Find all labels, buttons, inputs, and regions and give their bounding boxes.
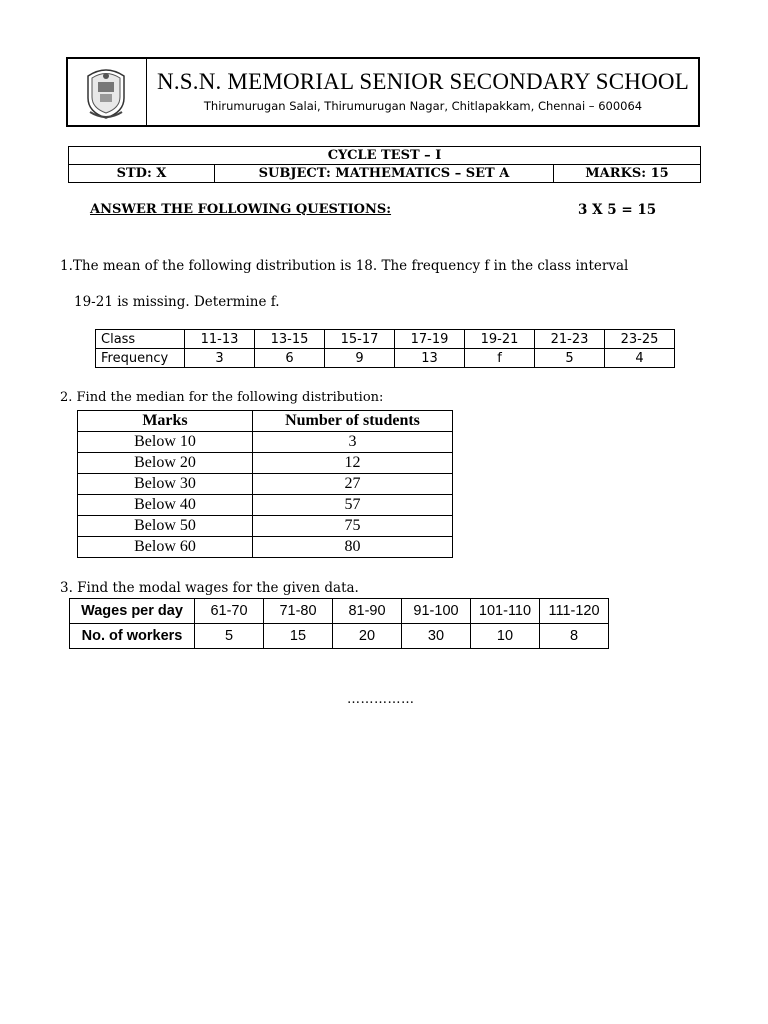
table-cell: 5 bbox=[195, 624, 264, 649]
table-cell: Below 20 bbox=[78, 453, 253, 474]
table-cell: Below 40 bbox=[78, 495, 253, 516]
table-row bbox=[78, 453, 453, 474]
table-cell: 80 bbox=[253, 537, 453, 558]
table-cell: Frequency bbox=[96, 349, 185, 368]
table-row bbox=[78, 432, 453, 453]
table-cell: 4 bbox=[605, 349, 675, 368]
table-cell: Below 30 bbox=[78, 474, 253, 495]
school-emblem-icon bbox=[82, 62, 130, 122]
end-of-paper-dots: …………… bbox=[347, 692, 415, 707]
table-row bbox=[70, 624, 609, 649]
table-cell: 81-90 bbox=[333, 599, 402, 624]
table-row bbox=[78, 495, 453, 516]
table-cell: 91-100 bbox=[402, 599, 471, 624]
marks-cell: MARKS: 15 bbox=[554, 165, 701, 183]
table-cell: 20 bbox=[333, 624, 402, 649]
table-cell: 17-19 bbox=[395, 330, 465, 349]
test-title: CYCLE TEST – I bbox=[69, 147, 701, 165]
subject-cell: SUBJECT: MATHEMATICS – SET A bbox=[215, 165, 554, 183]
table-cell: Wages per day bbox=[70, 599, 195, 624]
table-cell: 57 bbox=[253, 495, 453, 516]
table-cell: 111-120 bbox=[540, 599, 609, 624]
table-cell: 3 bbox=[253, 432, 453, 453]
table-cell: 19-21 bbox=[465, 330, 535, 349]
table-row bbox=[78, 474, 453, 495]
table-cell: Below 60 bbox=[78, 537, 253, 558]
table-cell: f bbox=[465, 349, 535, 368]
table-cell: 11-13 bbox=[185, 330, 255, 349]
question-3-text: 3. Find the modal wages for the given data. bbox=[60, 580, 359, 596]
table-cell: No. of workers bbox=[70, 624, 195, 649]
table-row bbox=[78, 516, 453, 537]
table-row bbox=[96, 349, 675, 368]
question-1-line-2: 19-21 is missing. Determine f. bbox=[74, 294, 280, 310]
q1-frequency-table bbox=[95, 329, 675, 368]
standard-cell: STD: X bbox=[69, 165, 215, 183]
q2-marks-table bbox=[77, 410, 453, 558]
table-cell: 21-23 bbox=[535, 330, 605, 349]
table-cell: 30 bbox=[402, 624, 471, 649]
school-header bbox=[66, 57, 700, 127]
table-cell: 61-70 bbox=[195, 599, 264, 624]
table-cell: 13 bbox=[395, 349, 465, 368]
table-cell: 27 bbox=[253, 474, 453, 495]
table-cell: 101-110 bbox=[471, 599, 540, 624]
instructions-heading: ANSWER THE FOLLOWING QUESTIONS: bbox=[90, 202, 392, 217]
table-row bbox=[96, 330, 675, 349]
table-cell: 75 bbox=[253, 516, 453, 537]
table-cell: 6 bbox=[255, 349, 325, 368]
table-cell: Below 10 bbox=[78, 432, 253, 453]
table-cell: 8 bbox=[540, 624, 609, 649]
table-cell: 12 bbox=[253, 453, 453, 474]
table-row bbox=[70, 599, 609, 624]
table-cell: 71-80 bbox=[264, 599, 333, 624]
test-info-table bbox=[68, 146, 701, 183]
table-cell: 13-15 bbox=[255, 330, 325, 349]
school-address: Thirumurugan Salai, Thirumurugan Nagar, Chitlapakkam, Chennai – 600064 bbox=[203, 99, 643, 113]
school-logo-cell bbox=[68, 59, 147, 125]
column-header: Number of students bbox=[253, 411, 453, 432]
table-cell: 23-25 bbox=[605, 330, 675, 349]
table-cell: Class bbox=[96, 330, 185, 349]
table-row bbox=[78, 537, 453, 558]
school-name: N.S.N. MEMORIAL SENIOR SECONDARY SCHOOL bbox=[157, 69, 689, 94]
table-cell: 3 bbox=[185, 349, 255, 368]
table-cell: 5 bbox=[535, 349, 605, 368]
table-cell: 15 bbox=[264, 624, 333, 649]
table-cell: 10 bbox=[471, 624, 540, 649]
q3-wages-table bbox=[69, 598, 609, 649]
question-1-line-1: 1.The mean of the following distribution is 18. The frequency f in the class interval bbox=[60, 258, 629, 274]
instructions-score: 3 X 5 = 15 bbox=[578, 202, 657, 218]
table-cell: 15-17 bbox=[325, 330, 395, 349]
table-cell: Below 50 bbox=[78, 516, 253, 537]
table-header-row bbox=[78, 411, 453, 432]
question-2-text: 2. Find the median for the following distribution: bbox=[60, 390, 384, 405]
table-cell: 9 bbox=[325, 349, 395, 368]
column-header: Marks bbox=[78, 411, 253, 432]
